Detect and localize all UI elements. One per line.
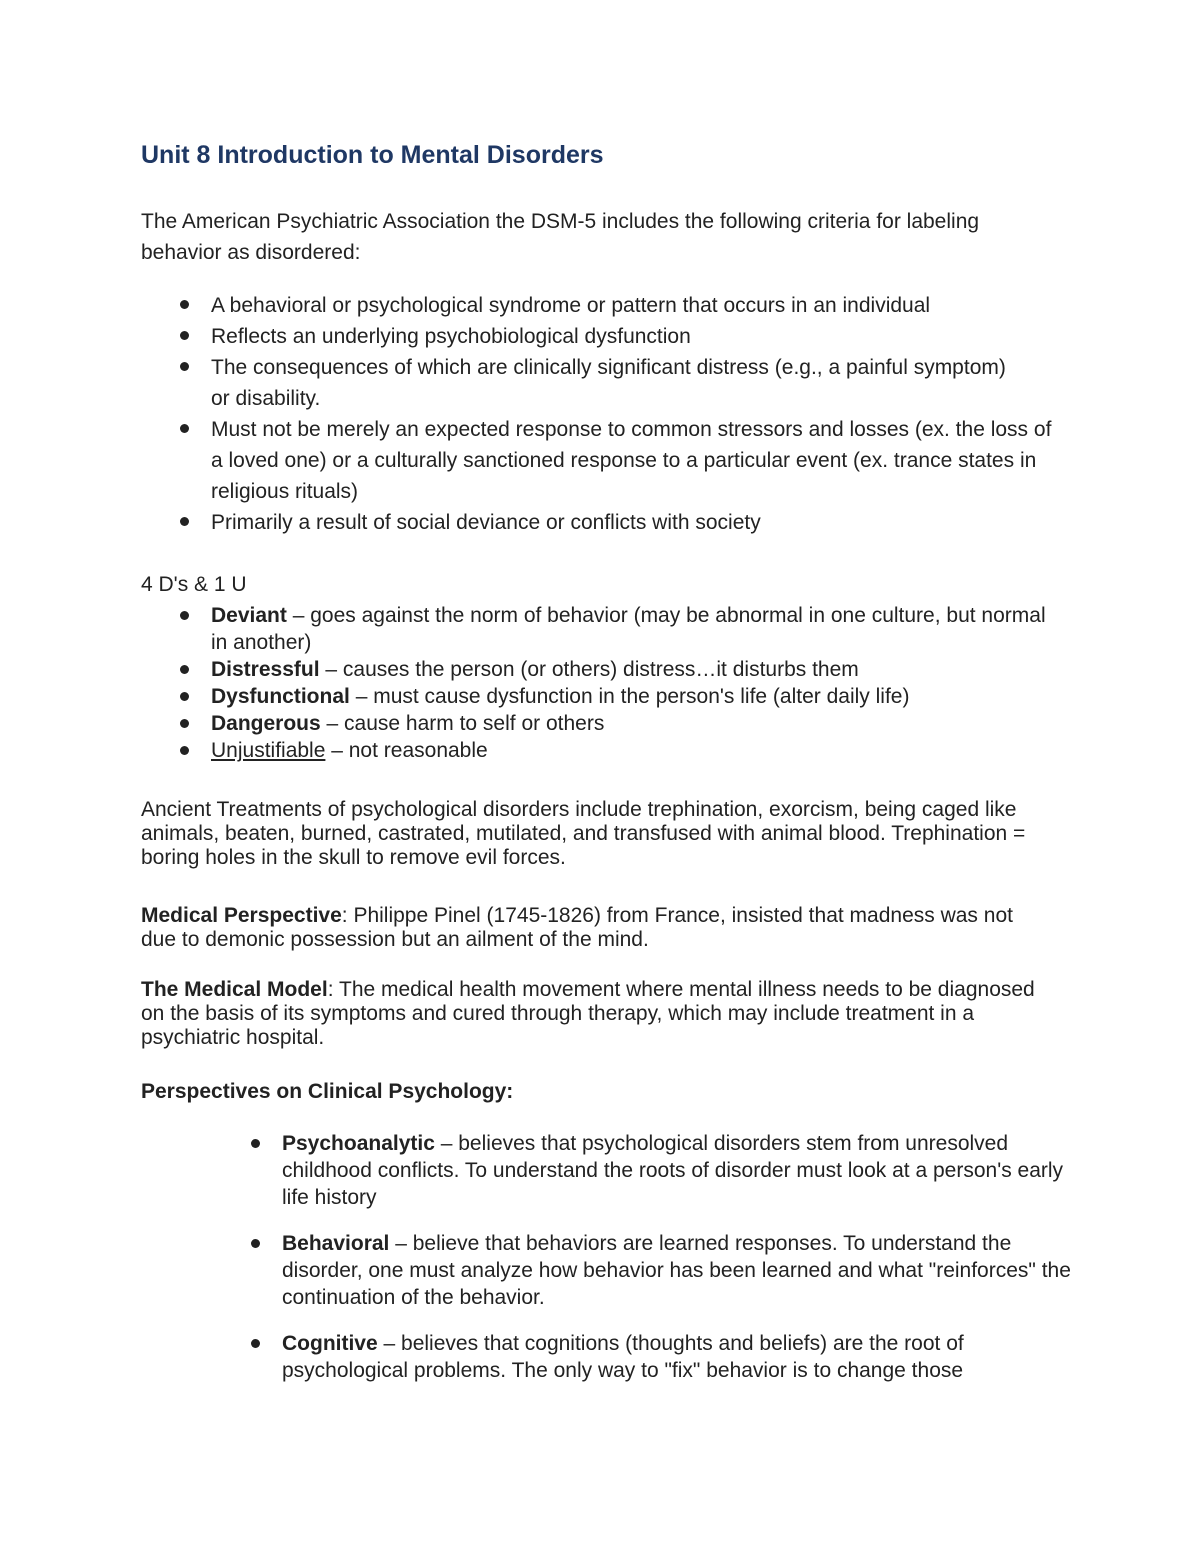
- term-unjustifiable: Unjustifiable: [211, 739, 326, 762]
- intro-paragraph: The American Psychiatric Association the DSM-5 includes the following criteria for labeling behavior as disordered:: [141, 210, 980, 264]
- criteria-list: [141, 290, 1061, 538]
- term-desc: – goes against the norm of behavior (may be abnormal in one culture, but normal in another): [211, 604, 1046, 654]
- term-dysfunctional: Dysfunctional: [211, 685, 350, 708]
- ds-list: [141, 602, 1061, 764]
- medical-model-text: : The medical health movement where mental illness needs to be diagnosed on the basis of its symptoms and cured through therapy, which may include treatment in a psychiatric hospital.: [141, 978, 1035, 1049]
- document-title: Unit 8 Introduction to Mental Disorders: [141, 141, 604, 169]
- medical-model-paragraph: [141, 978, 1051, 1050]
- term-desc: – believe that behaviors are learned responses. To understand the disorder, one must analyze how behavior has been learned and what "reinforces" the continuation of the behavior.: [282, 1232, 1071, 1309]
- list-item: [141, 656, 1061, 683]
- list-item: Primarily a result of social deviance or conflicts with society: [141, 507, 1061, 538]
- term-psychoanalytic: Psychoanalytic: [282, 1132, 435, 1155]
- term-desc: – must cause dysfunction in the person's life (alter daily life): [349, 685, 910, 708]
- term-desc: – believes that cognitions (thoughts and beliefs) are the root of psychological problems. The only way to "fix" behavior is to change those: [282, 1332, 964, 1382]
- list-item: The consequences of which are clinically significant distress (e.g., a painful symptom) or disability.: [141, 352, 1011, 414]
- list-item: Must not be merely an expected response to common stressors and losses (ex. the loss of a loved one) or a culturally sanctioned response to a particular event (ex. trance states in religious rituals): [141, 414, 1061, 507]
- term-cognitive: Cognitive: [282, 1332, 378, 1355]
- medical-perspective-term: Medical Perspective: [141, 904, 342, 927]
- term-desc: – cause harm to self or others: [320, 712, 605, 735]
- medical-model-term: The Medical Model: [141, 978, 328, 1001]
- list-item: A behavioral or psychological syndrome or pattern that occurs in an individual: [141, 290, 1061, 321]
- term-deviant: Deviant: [211, 604, 287, 627]
- list-item: [141, 737, 1061, 764]
- list-item: [141, 710, 1061, 737]
- list-item: Reflects an underlying psychobiological dysfunction: [141, 321, 1061, 352]
- ancient-treatments-paragraph: Ancient Treatments of psychological disorders include trephination, exorcism, being caged like animals, beaten, burned, castrated, mutilated, and transfused with animal blood. Trephination = boring holes in the skull to remove evil forces.: [141, 798, 1026, 869]
- term-distressful: Distressful: [211, 658, 320, 681]
- list-item: [212, 1130, 1072, 1211]
- term-behavioral: Behavioral: [282, 1232, 390, 1255]
- list-item: [212, 1230, 1072, 1311]
- medical-perspective-text: : Philippe Pinel (1745-1826) from France, insisted that madness was not due to demonic possession but an ailment of the mind.: [141, 904, 1013, 951]
- medical-perspective-paragraph: [141, 904, 1051, 952]
- list-item: [141, 683, 1061, 710]
- term-desc: – causes the person (or others) distress…it disturbs them: [319, 658, 859, 681]
- perspectives-list: [212, 1130, 1072, 1403]
- term-desc: – not reasonable: [325, 739, 488, 762]
- term-desc: – believes that psychological disorders stem from unresolved childhood conflicts. To understand the roots of disorder must look at a person's early life history: [282, 1132, 1064, 1209]
- perspectives-heading: Perspectives on Clinical Psychology:: [141, 1080, 514, 1103]
- ds-heading: 4 D's & 1 U: [141, 573, 247, 596]
- list-item: [141, 602, 1061, 656]
- term-dangerous: Dangerous: [211, 712, 321, 735]
- list-item: [212, 1330, 1072, 1384]
